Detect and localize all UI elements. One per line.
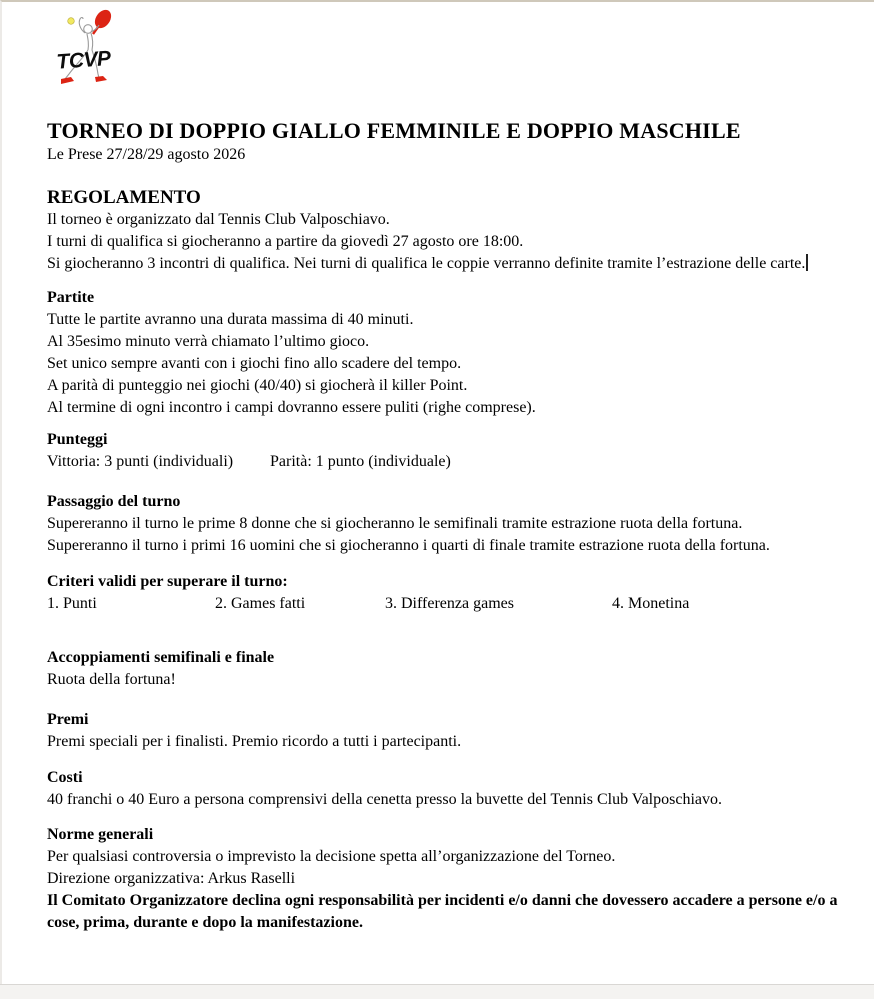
norme-line: Per qualsiasi controversia o imprevisto la decisione spetta all’organizzazione del Torneo. xyxy=(47,848,616,865)
premi-line: Premi speciali per i finalisti. Premio ricordo a tutti i partecipanti. xyxy=(47,733,462,750)
section-heading-partite: Partite xyxy=(47,289,95,306)
shoe-icon xyxy=(95,76,107,82)
punteggi-line xyxy=(47,451,839,473)
document-title: TORNEO DI DOPPIO GIALLO FEMMINILE E DOPPIO MASCHILE xyxy=(47,118,741,143)
document-content xyxy=(47,2,839,934)
racquet-icon xyxy=(92,8,115,31)
section-heading-costi: Costi xyxy=(47,769,83,786)
tennis-player-icon xyxy=(57,8,121,90)
criteri-item: 1. Punti xyxy=(47,595,97,612)
tcvp-logo xyxy=(57,8,121,90)
regolamento-line: I turni di qualifica si giocheranno a partire da giovedì 27 agosto ore 18:00. xyxy=(47,233,524,250)
section-heading-regolamento: REGOLAMENTO xyxy=(47,187,201,208)
section-heading-punteggi: Punteggi xyxy=(47,431,108,448)
app-background xyxy=(0,984,874,999)
section-heading-passaggio: Passaggio del turno xyxy=(47,493,181,510)
document-subtitle: Le Prese 27/28/29 agosto 2026 xyxy=(47,146,246,163)
criteri-item: 2. Games fatti xyxy=(215,595,306,612)
criteri-item: 4. Monetina xyxy=(612,595,690,612)
text-cursor xyxy=(806,254,808,271)
partite-line: Al termine di ogni incontro i campi dovranno essere puliti (righe comprese). xyxy=(47,399,536,416)
accoppiamenti-line: Ruota della fortuna! xyxy=(47,671,176,688)
norme-line: Direzione organizzativa: Arkus Raselli xyxy=(47,870,296,887)
logo-text: TCVP xyxy=(57,46,112,74)
regolamento-line: Il torneo è organizzato dal Tennis Club Valposchiavo. xyxy=(47,211,390,228)
section-heading-accoppiamenti: Accoppiamenti semifinali e finale xyxy=(47,649,275,666)
passaggio-line: Supereranno il turno i primi 16 uomini che si giocheranno i quarti di finale tramite estrazione ruota della fortuna. xyxy=(47,537,770,554)
tennis-ball-icon xyxy=(68,18,75,25)
section-heading-criteri: Criteri validi per superare il turno: xyxy=(47,573,288,590)
partite-line: Set unico sempre avanti con i giochi fino allo scadere del tempo. xyxy=(47,355,462,372)
section-heading-premi: Premi xyxy=(47,711,89,728)
partite-line: Al 35esimo minuto verrà chiamato l’ultimo gioco. xyxy=(47,333,370,350)
passaggio-line: Supereranno il turno le prime 8 donne che si giocheranno le semifinali tramite estrazione ruota della fortuna. xyxy=(47,515,743,532)
punteggi-parita: Parità: 1 punto (individuale) xyxy=(270,453,451,470)
regolamento-line-text: Si giocheranno 3 incontri di qualifica. Nei turni di qualifica le coppie verranno definite tramite l’estrazione delle carte. xyxy=(47,255,806,272)
regolamento-line xyxy=(47,253,839,275)
section-heading-norme: Norme generali xyxy=(47,826,154,843)
shoe-icon xyxy=(61,77,74,84)
partite-line: Tutte le partite avranno una durata massima di 40 minuti. xyxy=(47,311,414,328)
punteggi-vittoria: Vittoria: 3 punti (individuali) xyxy=(47,453,234,470)
criteri-item: 3. Differenza games xyxy=(385,595,514,612)
costi-line: 40 franchi o 40 Euro a persona comprensivi della cenetta presso la buvette del Tennis Club Valposchiavo. xyxy=(47,791,722,808)
partite-line: A parità di punteggio nei giochi (40/40) si giocherà il killer Point. xyxy=(47,377,468,394)
disclaimer-paragraph: Il Comitato Organizzatore declina ogni responsabilità per incidenti e/o danni che dovessero accadere a persone e/o a cose, prima, durante e dopo la manifestazione. xyxy=(47,892,838,931)
criteri-row xyxy=(47,593,839,615)
